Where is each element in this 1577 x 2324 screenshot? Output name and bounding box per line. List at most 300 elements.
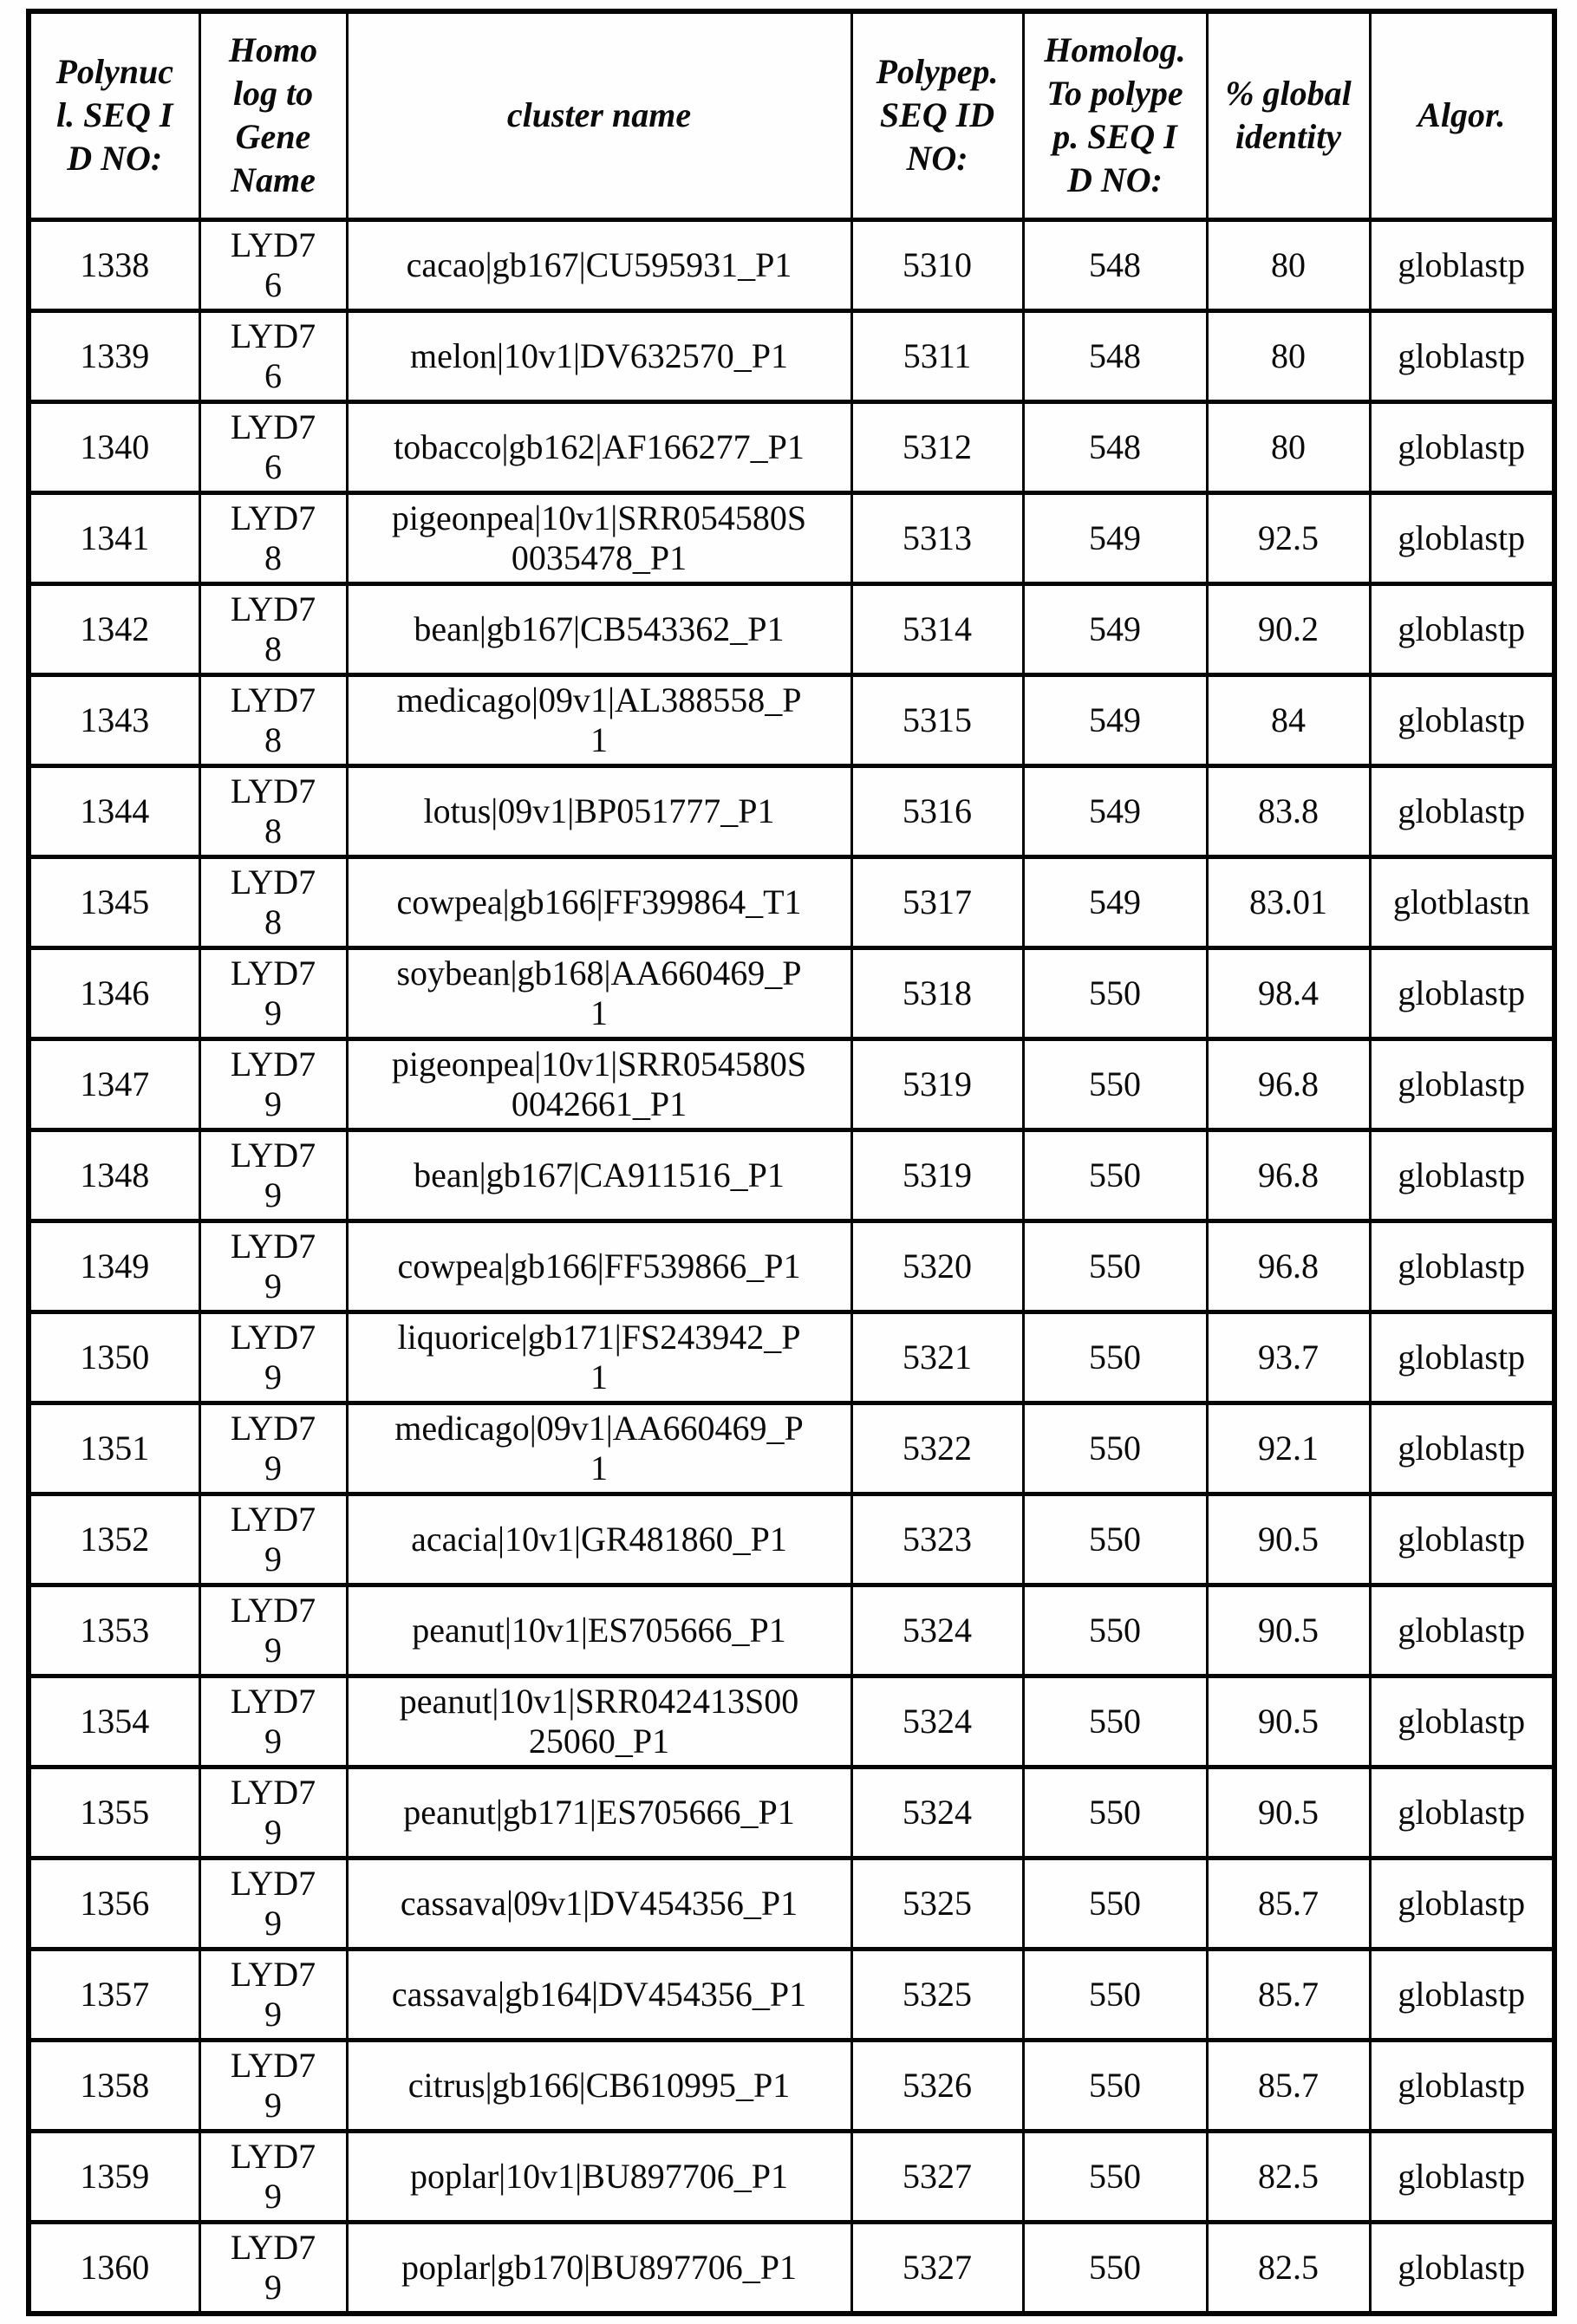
algorithm-value: globlastp [1398,1974,1526,2014]
cell-global-identity [1207,583,1370,674]
cell-cluster-name [347,2222,851,2314]
cluster-name-value: medicago|09v1|AA660469_P1 [394,1408,804,1487]
table-row [29,1221,1554,1312]
cell-global-identity [1207,1494,1370,1585]
cell-polynucl-seq-id [29,1767,199,1858]
cell-global-identity [1207,2131,1370,2222]
homolog-polypep-seq-id-value: 550 [1089,1064,1141,1103]
cell-algorithm [1370,310,1554,401]
cell-polypep-seq-id [851,1038,1023,1129]
table-row [29,583,1554,674]
cell-cluster-name [347,947,851,1038]
cell-polynucl-seq-id [29,310,199,401]
cell-gene-name [199,1585,347,1676]
cell-algorithm [1370,1949,1554,2040]
col-header-polypep-seq-id-label: Polypep. SEQ ID NO: [876,52,999,179]
cell-cluster-name [347,1858,851,1949]
cell-cluster-name [347,1221,851,1312]
table-row [29,2040,1554,2131]
algorithm-value: globlastp [1398,2247,1526,2287]
homolog-polypep-seq-id-value: 550 [1089,1974,1141,2014]
algorithm-value: globlastp [1398,700,1526,739]
polynucl-seq-id-value: 1359 [80,2156,150,2196]
cell-global-identity [1207,1858,1370,1949]
homolog-polypep-seq-id-value: 550 [1089,2065,1141,2105]
cluster-name-value: melon|10v1|DV632570_P1 [409,335,788,375]
cell-global-identity [1207,765,1370,856]
table-row [29,492,1554,583]
algorithm-value: globlastp [1398,1883,1526,1923]
cell-polypep-seq-id [851,1949,1023,2040]
polypep-seq-id-value: 5319 [903,1155,972,1195]
cell-polypep-seq-id [851,765,1023,856]
cell-homolog-polypep-seq-id [1023,1038,1207,1129]
table-row [29,947,1554,1038]
cell-gene-name [199,1494,347,1585]
polynucl-seq-id-value: 1357 [80,1974,150,2014]
cell-gene-name [199,1312,347,1403]
global-identity-value: 90.5 [1258,1519,1319,1559]
cell-polypep-seq-id [851,583,1023,674]
algorithm-value: globlastp [1398,1064,1526,1103]
cell-global-identity [1207,1312,1370,1403]
cell-polynucl-seq-id [29,2040,199,2131]
cell-polypep-seq-id [851,1312,1023,1403]
cell-homolog-polypep-seq-id [1023,492,1207,583]
col-header-global-identity [1207,11,1370,219]
cell-global-identity [1207,1221,1370,1312]
polypep-seq-id-value: 5316 [903,791,972,830]
cell-polypep-seq-id [851,2222,1023,2314]
table-row [29,1038,1554,1129]
polynucl-seq-id-value: 1348 [80,1155,150,1195]
gene-name-value: LYD76 [230,316,316,395]
table-row [29,310,1554,401]
gene-name-value: LYD79 [230,1681,316,1761]
polynucl-seq-id-value: 1343 [80,700,150,739]
cell-cluster-name [347,1129,851,1221]
cell-polypep-seq-id [851,1585,1023,1676]
global-identity-value: 83.01 [1249,882,1327,921]
gene-name-value: LYD79 [230,1408,316,1487]
cluster-name-value: cacao|gb167|CU595931_P1 [406,244,792,284]
polynucl-seq-id-value: 1346 [80,973,150,1012]
cell-global-identity [1207,1949,1370,2040]
cell-algorithm [1370,1221,1554,1312]
cell-algorithm [1370,765,1554,856]
table-row [29,1129,1554,1221]
algorithm-value: globlastp [1398,1428,1526,1468]
homolog-polypep-seq-id-value: 548 [1089,335,1141,375]
col-header-polypep-seq-id [851,11,1023,219]
cell-algorithm [1370,2040,1554,2131]
cell-cluster-name [347,401,851,492]
algorithm-value: globlastp [1398,426,1526,466]
cell-cluster-name [347,2131,851,2222]
homolog-polypep-seq-id-value: 550 [1089,1792,1141,1832]
cell-global-identity [1207,1403,1370,1494]
cell-polynucl-seq-id [29,856,199,947]
cell-algorithm [1370,856,1554,947]
homolog-polypep-seq-id-value: 550 [1089,2247,1141,2287]
cell-gene-name [199,219,347,310]
polynucl-seq-id-value: 1355 [80,1792,150,1832]
homolog-polypep-seq-id-value: 550 [1089,1610,1141,1650]
cell-gene-name [199,1129,347,1221]
gene-name-value: LYD79 [230,1772,316,1852]
cell-homolog-polypep-seq-id [1023,401,1207,492]
global-identity-value: 90.2 [1258,609,1319,648]
cell-algorithm [1370,1858,1554,1949]
polypep-seq-id-value: 5327 [903,2247,972,2287]
gene-name-value: LYD79 [230,1590,316,1670]
cluster-name-value: tobacco|gb162|AF166277_P1 [394,426,805,466]
table-row [29,765,1554,856]
cell-polynucl-seq-id [29,1403,199,1494]
gene-name-value: LYD78 [230,680,316,759]
polypep-seq-id-value: 5324 [903,1792,972,1832]
cell-polynucl-seq-id [29,1494,199,1585]
col-header-cluster-name-label: cluster name [506,95,692,135]
cell-gene-name [199,492,347,583]
cell-algorithm [1370,492,1554,583]
cell-polynucl-seq-id [29,2131,199,2222]
polynucl-seq-id-value: 1360 [80,2247,150,2287]
cluster-name-value: bean|gb167|CB543362_P1 [414,609,785,648]
cell-polynucl-seq-id [29,1676,199,1767]
cell-global-identity [1207,674,1370,765]
cell-algorithm [1370,947,1554,1038]
polypep-seq-id-value: 5324 [903,1701,972,1741]
cell-cluster-name [347,1038,851,1129]
table-row [29,1949,1554,2040]
cell-global-identity [1207,1767,1370,1858]
polynucl-seq-id-value: 1353 [80,1610,150,1650]
algorithm-value: globlastp [1398,244,1526,284]
cell-global-identity [1207,1129,1370,1221]
cell-cluster-name [347,583,851,674]
cell-global-identity [1207,401,1370,492]
global-identity-value: 85.7 [1258,1974,1319,2014]
homolog-polypep-seq-id-value: 550 [1089,1883,1141,1923]
cell-gene-name [199,1676,347,1767]
cluster-name-value: poplar|gb170|BU897706_P1 [401,2247,797,2287]
cell-gene-name [199,401,347,492]
algorithm-value: globlastp [1398,1337,1526,1377]
cluster-name-value: medicago|09v1|AL388558_P1 [396,680,802,759]
col-header-polynucl-seq-id [29,11,199,219]
cell-polypep-seq-id [851,674,1023,765]
col-header-homolog-polypep-seq-id [1023,11,1207,219]
cell-cluster-name [347,1312,851,1403]
global-identity-value: 83.8 [1258,791,1319,830]
polypep-seq-id-value: 5327 [903,2156,972,2196]
gene-name-value: LYD79 [230,2045,316,2125]
cell-homolog-polypep-seq-id [1023,2222,1207,2314]
homolog-polypep-seq-id-value: 550 [1089,1428,1141,1468]
cell-global-identity [1207,2222,1370,2314]
table-row [29,1858,1554,1949]
polypep-seq-id-value: 5314 [903,609,972,648]
polypep-seq-id-value: 5315 [903,700,972,739]
table-row [29,674,1554,765]
cell-algorithm [1370,1312,1554,1403]
cell-gene-name [199,1403,347,1494]
cell-cluster-name [347,1494,851,1585]
cell-global-identity [1207,947,1370,1038]
cell-algorithm [1370,2222,1554,2314]
table-row [29,2222,1554,2314]
cell-homolog-polypep-seq-id [1023,765,1207,856]
gene-name-value: LYD79 [230,953,316,1032]
homolog-polypep-seq-id-value: 550 [1089,1519,1141,1559]
cell-gene-name [199,1038,347,1129]
global-identity-value: 96.8 [1258,1064,1319,1103]
cluster-name-value: cowpea|gb166|FF539866_P1 [397,1246,801,1286]
cell-homolog-polypep-seq-id [1023,1585,1207,1676]
polypep-seq-id-value: 5321 [903,1337,972,1377]
gene-name-value: LYD79 [230,1863,316,1943]
global-identity-value: 80 [1271,426,1306,466]
col-header-global-identity-label: % global identity [1225,74,1352,157]
cell-polynucl-seq-id [29,765,199,856]
cell-algorithm [1370,401,1554,492]
cluster-name-value: lotus|09v1|BP051777_P1 [423,791,775,830]
polynucl-seq-id-value: 1342 [80,609,150,648]
cluster-name-value: pigeonpea|10v1|SRR054580S0042661_P1 [391,1044,807,1123]
cell-algorithm [1370,1403,1554,1494]
global-identity-value: 82.5 [1258,2156,1319,2196]
global-identity-value: 80 [1271,335,1306,375]
gene-name-value: LYD76 [230,225,316,304]
cell-gene-name [199,1858,347,1949]
cluster-name-value: cassava|gb164|DV454356_P1 [391,1974,807,2014]
global-identity-value: 85.7 [1258,1883,1319,1923]
cell-homolog-polypep-seq-id [1023,674,1207,765]
gene-name-value: LYD76 [230,407,316,486]
polynucl-seq-id-value: 1338 [80,244,150,284]
cluster-name-value: peanut|10v1|ES705666_P1 [412,1610,786,1650]
homolog-table [26,9,1557,2316]
table-row [29,1585,1554,1676]
homolog-polypep-seq-id-value: 549 [1089,882,1141,921]
polynucl-seq-id-value: 1351 [80,1428,150,1468]
polypep-seq-id-value: 5326 [903,2065,972,2105]
table-row [29,1676,1554,1767]
cell-homolog-polypep-seq-id [1023,1312,1207,1403]
homolog-polypep-seq-id-value: 549 [1089,700,1141,739]
table-row [29,401,1554,492]
cell-polypep-seq-id [851,1494,1023,1585]
cluster-name-value: citrus|gb166|CB610995_P1 [407,2065,791,2105]
algorithm-value: globlastp [1398,2156,1526,2196]
col-header-homolog-gene-name [199,11,347,219]
cell-polynucl-seq-id [29,1585,199,1676]
algorithm-value: globlastp [1398,1155,1526,1195]
cell-gene-name [199,583,347,674]
cell-polypep-seq-id [851,492,1023,583]
global-identity-value: 84 [1271,700,1306,739]
global-identity-value: 90.5 [1258,1701,1319,1741]
cell-gene-name [199,2131,347,2222]
cell-homolog-polypep-seq-id [1023,1767,1207,1858]
cluster-name-value: bean|gb167|CA911516_P1 [414,1155,785,1195]
cell-polypep-seq-id [851,1858,1023,1949]
cell-gene-name [199,310,347,401]
cluster-name-value: liquorice|gb171|FS243942_P1 [397,1317,801,1396]
cell-homolog-polypep-seq-id [1023,1949,1207,2040]
cell-polypep-seq-id [851,219,1023,310]
cell-polypep-seq-id [851,1676,1023,1767]
cell-algorithm [1370,1129,1554,1221]
cell-algorithm [1370,2131,1554,2222]
cell-global-identity [1207,2040,1370,2131]
homolog-polypep-seq-id-value: 548 [1089,244,1141,284]
polypep-seq-id-value: 5312 [903,426,972,466]
polypep-seq-id-value: 5318 [903,973,972,1012]
polypep-seq-id-value: 5313 [903,518,972,557]
cell-polynucl-seq-id [29,674,199,765]
cell-algorithm [1370,1676,1554,1767]
cell-cluster-name [347,2040,851,2131]
table-row [29,2131,1554,2222]
cluster-name-value: soybean|gb168|AA660469_P1 [396,953,802,1032]
table-body [29,219,1554,2314]
cell-algorithm [1370,219,1554,310]
cell-global-identity [1207,219,1370,310]
homolog-polypep-seq-id-value: 549 [1089,609,1141,648]
cell-cluster-name [347,1767,851,1858]
global-identity-value: 96.8 [1258,1246,1319,1286]
gene-name-value: LYD79 [230,1226,316,1305]
polynucl-seq-id-value: 1349 [80,1246,150,1286]
global-identity-value: 96.8 [1258,1155,1319,1195]
cell-polynucl-seq-id [29,1129,199,1221]
polypep-seq-id-value: 5324 [903,1610,972,1650]
cluster-name-value: pigeonpea|10v1|SRR054580S0035478_P1 [391,498,807,577]
polynucl-seq-id-value: 1340 [80,426,150,466]
gene-name-value: LYD79 [230,1135,316,1214]
cell-homolog-polypep-seq-id [1023,1221,1207,1312]
gene-name-value: LYD78 [230,498,316,577]
algorithm-value: globlastp [1398,973,1526,1012]
cell-polypep-seq-id [851,1129,1023,1221]
gene-name-value: LYD78 [230,589,316,668]
cell-gene-name [199,765,347,856]
cell-gene-name [199,1221,347,1312]
algorithm-value: globlastp [1398,1792,1526,1832]
cell-polynucl-seq-id [29,401,199,492]
cell-cluster-name [347,1676,851,1767]
header-row [29,11,1554,219]
polypep-seq-id-value: 5319 [903,1064,972,1103]
table-row [29,1494,1554,1585]
polynucl-seq-id-value: 1339 [80,335,150,375]
col-header-algorithm [1370,11,1554,219]
cell-cluster-name [347,1585,851,1676]
cell-algorithm [1370,1494,1554,1585]
gene-name-value: LYD79 [230,2227,316,2307]
homolog-polypep-seq-id-value: 548 [1089,426,1141,466]
gene-name-value: LYD78 [230,862,316,941]
table-header [29,11,1554,219]
cell-gene-name [199,856,347,947]
cluster-name-value: peanut|gb171|ES705666_P1 [403,1792,795,1832]
cell-global-identity [1207,856,1370,947]
homolog-polypep-seq-id-value: 549 [1089,791,1141,830]
homolog-polypep-seq-id-value: 550 [1089,2156,1141,2196]
cell-homolog-polypep-seq-id [1023,219,1207,310]
cell-homolog-polypep-seq-id [1023,310,1207,401]
cell-polypep-seq-id [851,947,1023,1038]
algorithm-value: globlastp [1398,1519,1526,1559]
algorithm-value: globlastp [1398,2065,1526,2105]
algorithm-value: globlastp [1398,609,1526,648]
cell-gene-name [199,1949,347,2040]
homolog-polypep-seq-id-value: 549 [1089,518,1141,557]
cell-homolog-polypep-seq-id [1023,2131,1207,2222]
cluster-name-value: acacia|10v1|GR481860_P1 [411,1519,787,1559]
algorithm-value: glotblastn [1392,882,1530,921]
cell-gene-name [199,2040,347,2131]
polypep-seq-id-value: 5323 [903,1519,972,1559]
global-identity-value: 90.5 [1258,1792,1319,1832]
cell-global-identity [1207,310,1370,401]
cell-polynucl-seq-id [29,219,199,310]
cell-homolog-polypep-seq-id [1023,947,1207,1038]
gene-name-value: LYD79 [230,2136,316,2216]
cell-homolog-polypep-seq-id [1023,856,1207,947]
cell-polynucl-seq-id [29,492,199,583]
table-row [29,1403,1554,1494]
cell-polynucl-seq-id [29,1038,199,1129]
homolog-polypep-seq-id-value: 550 [1089,1337,1141,1377]
col-header-algorithm-label: Algor. [1417,95,1506,135]
gene-name-value: LYD79 [230,1317,316,1396]
homolog-polypep-seq-id-value: 550 [1089,1155,1141,1195]
algorithm-value: globlastp [1398,518,1526,557]
col-header-polynucl-seq-id-label: Polynucl. SEQ ID NO: [55,52,174,179]
cell-homolog-polypep-seq-id [1023,1494,1207,1585]
global-identity-value: 92.1 [1258,1428,1319,1468]
cell-homolog-polypep-seq-id [1023,1129,1207,1221]
cell-gene-name [199,947,347,1038]
table-row [29,1767,1554,1858]
polypep-seq-id-value: 5310 [903,244,972,284]
global-identity-value: 92.5 [1258,518,1319,557]
global-identity-value: 85.7 [1258,2065,1319,2105]
cluster-name-value: peanut|10v1|SRR042413S0025060_P1 [399,1681,799,1761]
gene-name-value: LYD79 [230,1499,316,1579]
polynucl-seq-id-value: 1358 [80,2065,150,2105]
polypep-seq-id-value: 5311 [903,335,972,375]
cell-algorithm [1370,674,1554,765]
cell-homolog-polypep-seq-id [1023,583,1207,674]
cell-polynucl-seq-id [29,583,199,674]
cell-gene-name [199,2222,347,2314]
cell-polypep-seq-id [851,310,1023,401]
cell-cluster-name [347,765,851,856]
global-identity-value: 80 [1271,244,1306,284]
cluster-name-value: cowpea|gb166|FF399864_T1 [396,882,802,921]
cell-cluster-name [347,492,851,583]
cell-polynucl-seq-id [29,2222,199,2314]
cell-homolog-polypep-seq-id [1023,2040,1207,2131]
homolog-polypep-seq-id-value: 550 [1089,1246,1141,1286]
cell-global-identity [1207,492,1370,583]
polynucl-seq-id-value: 1347 [80,1064,150,1103]
cell-homolog-polypep-seq-id [1023,1403,1207,1494]
